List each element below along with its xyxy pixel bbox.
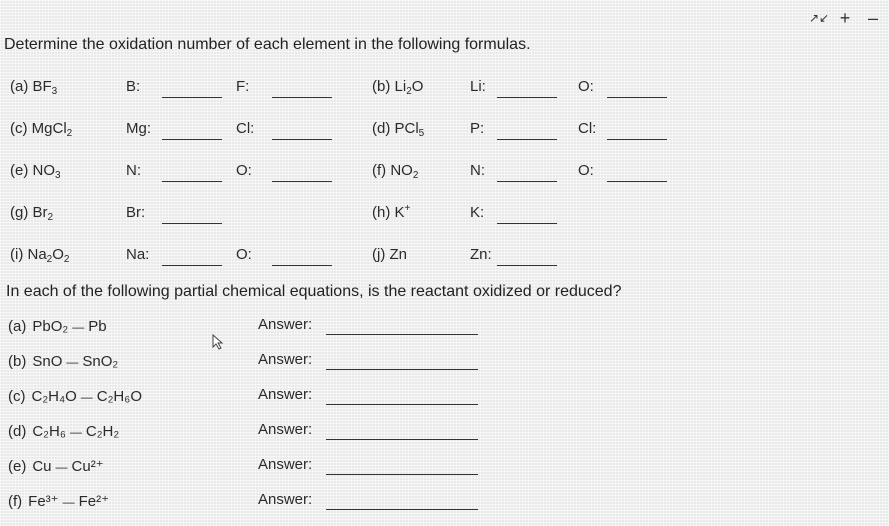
element-label: P: bbox=[470, 120, 485, 137]
reactant: Fe³⁺ bbox=[28, 493, 59, 510]
product: SnO₂ bbox=[82, 353, 119, 370]
answer-label: Answer: bbox=[258, 491, 313, 508]
oxidation-number-blank[interactable] bbox=[497, 119, 557, 140]
oxidation-number-blank[interactable] bbox=[607, 77, 667, 98]
answer-label: Answer: bbox=[258, 316, 313, 333]
formula-text: (b) Li bbox=[372, 78, 407, 95]
formula-label bbox=[10, 78, 57, 96]
formula-subscript: 2 bbox=[47, 212, 54, 223]
formula-superscript: + bbox=[404, 203, 411, 214]
item-letter: (f) bbox=[8, 493, 23, 510]
element-label: Cl: bbox=[578, 120, 597, 137]
zoom-in-icon[interactable]: + bbox=[839, 8, 851, 28]
answer-blank[interactable] bbox=[326, 386, 478, 405]
oxidation-number-blank[interactable] bbox=[607, 161, 667, 182]
formula-subscript: 2 bbox=[63, 254, 70, 265]
element-label: O: bbox=[236, 162, 252, 179]
oxidation-number-blank[interactable] bbox=[272, 245, 332, 266]
equation-row bbox=[8, 423, 119, 441]
item-letter: (b) bbox=[8, 353, 27, 370]
product: C₂H₂ bbox=[85, 423, 120, 440]
product: C₂H₆O bbox=[96, 388, 142, 405]
formula-subscript: 5 bbox=[418, 128, 425, 139]
formula-label bbox=[372, 162, 418, 180]
formula-label bbox=[372, 78, 423, 96]
equation-row bbox=[8, 388, 142, 406]
answer-label: Answer: bbox=[258, 386, 313, 403]
element-label: Zn: bbox=[470, 246, 492, 263]
formula-text: (j) Zn bbox=[372, 246, 407, 263]
element-label: O: bbox=[236, 246, 252, 263]
element-label: Cl: bbox=[236, 120, 255, 137]
reaction-arrow-icon: — bbox=[66, 355, 79, 369]
reaction-arrow-icon: — bbox=[62, 495, 75, 509]
reaction-arrow-icon: — bbox=[69, 425, 82, 439]
formula-text: (g) Br bbox=[10, 204, 48, 221]
formula-text: O bbox=[52, 246, 64, 263]
product: Fe²⁺ bbox=[78, 493, 110, 510]
oxidation-number-blank[interactable] bbox=[272, 77, 332, 98]
formula-label bbox=[10, 120, 72, 138]
element-label: N: bbox=[126, 162, 141, 179]
viewer-controls bbox=[809, 10, 881, 26]
oxidation-number-blank[interactable] bbox=[162, 119, 222, 140]
element-label: Li: bbox=[470, 78, 486, 95]
element-label: O: bbox=[578, 78, 594, 95]
reactant: Cu bbox=[32, 458, 52, 475]
oxidation-number-blank[interactable] bbox=[162, 161, 222, 182]
formula-text: (d) PCl bbox=[372, 120, 419, 137]
item-letter: (a) bbox=[8, 318, 27, 335]
formula-subscript: 2 bbox=[66, 128, 73, 139]
answer-blank[interactable] bbox=[326, 491, 478, 510]
item-letter: (e) bbox=[8, 458, 27, 475]
reactant: SnO bbox=[32, 353, 63, 370]
answer-blank[interactable] bbox=[326, 421, 478, 440]
product: Cu²⁺ bbox=[71, 458, 104, 475]
zoom-out-icon[interactable]: – bbox=[867, 8, 878, 28]
element-label: Br: bbox=[126, 204, 146, 221]
reactant: PbO₂ bbox=[32, 318, 69, 335]
formula-label bbox=[10, 204, 53, 222]
oxidation-number-blank[interactable] bbox=[162, 77, 222, 98]
equation-row bbox=[8, 318, 107, 336]
element-label: O: bbox=[578, 162, 594, 179]
formula-text: (f) NO bbox=[372, 162, 413, 179]
part2-heading: In each of the following partial chemical equations, is the reactant oxidized or reduced? bbox=[6, 283, 622, 300]
oxidation-number-blank[interactable] bbox=[607, 119, 667, 140]
oxidation-number-blank[interactable] bbox=[497, 77, 557, 98]
element-label: Na: bbox=[126, 246, 150, 263]
answer-label: Answer: bbox=[258, 421, 313, 438]
part1-heading: Determine the oxidation number of each element in the following formulas. bbox=[4, 36, 531, 53]
formula-subscript: 2 bbox=[46, 254, 53, 265]
reaction-arrow-icon: — bbox=[72, 320, 85, 334]
answer-label: Answer: bbox=[258, 456, 313, 473]
oxidation-number-blank[interactable] bbox=[272, 161, 332, 182]
formula-text: (c) MgCl bbox=[10, 120, 67, 137]
reactant: C₂H₄O bbox=[31, 388, 77, 405]
formula-label bbox=[10, 246, 69, 264]
formula-subscript: 2 bbox=[412, 170, 419, 181]
element-label: Mg: bbox=[126, 120, 152, 137]
element-label: N: bbox=[470, 162, 485, 179]
oxidation-number-blank[interactable] bbox=[497, 245, 557, 266]
formula-text: (h) K bbox=[372, 204, 405, 221]
oxidation-number-blank[interactable] bbox=[497, 161, 557, 182]
equation-row bbox=[8, 458, 104, 476]
formula-text: (a) BF bbox=[10, 78, 52, 95]
formula-subscript: 3 bbox=[55, 170, 61, 181]
item-letter: (c) bbox=[8, 388, 26, 405]
fullscreen-icon[interactable]: ↗↙ bbox=[809, 11, 830, 25]
reactant: C₂H₆ bbox=[32, 423, 66, 440]
answer-blank[interactable] bbox=[326, 316, 478, 335]
oxidation-number-blank[interactable] bbox=[162, 245, 222, 266]
formula-subscript: 2 bbox=[406, 86, 412, 97]
formula-label bbox=[372, 204, 410, 222]
answer-label: Answer: bbox=[258, 351, 313, 368]
reaction-arrow-icon: — bbox=[55, 460, 68, 474]
equation-row bbox=[8, 493, 109, 511]
formula-label bbox=[372, 246, 407, 264]
item-letter: (d) bbox=[8, 423, 27, 440]
formula-text: (e) NO bbox=[10, 162, 55, 179]
element-label: B: bbox=[126, 78, 141, 95]
equation-row bbox=[8, 353, 118, 371]
product: Pb bbox=[88, 318, 107, 335]
oxidation-number-blank[interactable] bbox=[162, 203, 222, 224]
element-label: F: bbox=[236, 78, 250, 95]
formula-label bbox=[372, 120, 424, 138]
formula-text: O bbox=[411, 78, 424, 95]
formula-subscript: 3 bbox=[51, 86, 58, 97]
mouse-pointer-icon bbox=[212, 334, 226, 350]
element-label: K: bbox=[470, 204, 485, 221]
oxidation-number-blank[interactable] bbox=[497, 203, 557, 224]
oxidation-number-blank[interactable] bbox=[272, 119, 332, 140]
answer-blank[interactable] bbox=[326, 351, 478, 370]
formula-text: (i) Na bbox=[10, 246, 47, 263]
reaction-arrow-icon: — bbox=[80, 390, 93, 404]
formula-label bbox=[10, 162, 61, 180]
answer-blank[interactable] bbox=[326, 456, 478, 475]
